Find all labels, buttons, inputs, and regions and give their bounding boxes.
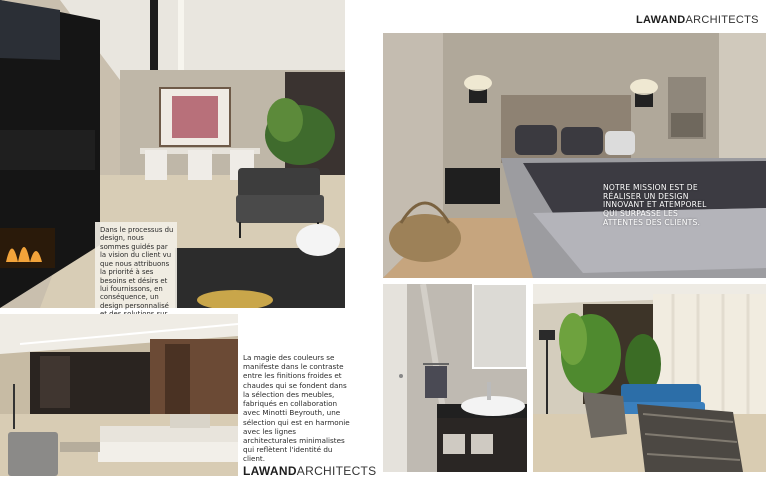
bathroom-photo — [383, 284, 527, 472]
brand-logo-top — [636, 14, 759, 26]
mission-statement: NOTRE MISSION EST DE RÉALISER UN DESIGN INNOVANT ET ATEMPOREL QUI SURPASSE LES ATTENTES DES CLIENTS. — [603, 183, 707, 227]
colors-magic-caption: La magie des couleurs se manifeste dans le contraste entre les finitions froides et chaudes qui se fondent dans la sélection des meubles, fabriqués en collaboration avec Minotti Beyrouth, une sélection qui est en harmonie avec les lignes architecturales minimalistes qui reflètent l'identité du client. — [243, 353, 350, 464]
brand-logo-bottom — [243, 464, 376, 478]
brand-light-bottom: ARCHITECTS — [296, 464, 377, 478]
bedroom-photo — [383, 33, 766, 278]
brand-bold-bottom: LAWAND — [243, 464, 297, 478]
brand-bold-top: LAWAND — [636, 14, 686, 26]
design-process-caption: Dans le processus du design, nous sommes guidés par la vision du client vu que nous attribuons la priorité à ses besoins et désirs et lui fournissons, en conséquence, un design personnalisé — [100, 226, 174, 310]
lounge-photo — [533, 284, 766, 472]
brand-light-top: ARCHITECTS — [685, 14, 759, 26]
living-room-photo — [0, 314, 238, 476]
